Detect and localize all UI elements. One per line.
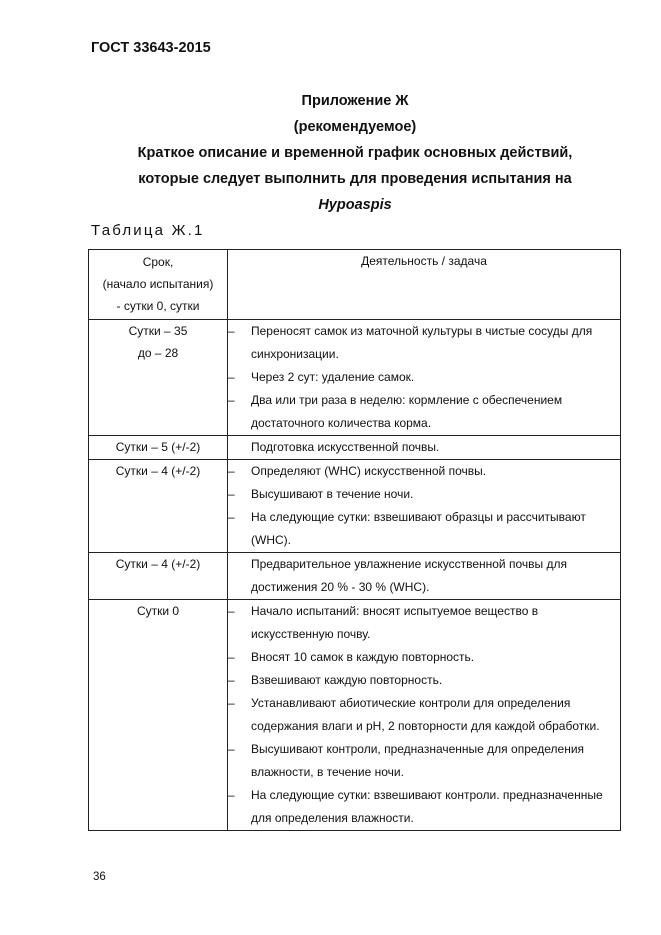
activity-cell <box>228 320 621 436</box>
annex-title: Приложение Ж <box>301 93 409 109</box>
annex-heading-species: Hypoaspis <box>318 197 392 213</box>
dash-bullet: – <box>228 673 235 687</box>
dash-bullet: – <box>228 696 235 710</box>
activity-text: Переносят самок из маточной культуры в чистые сосуды для синхронизации. <box>251 324 593 361</box>
dash-bullet: – <box>228 487 235 501</box>
header-term-line: Срок, <box>142 255 174 269</box>
term-line: Сутки 0 <box>136 604 180 618</box>
schedule-table <box>88 249 621 831</box>
activity-item <box>228 784 620 830</box>
document-code: ГОСТ 33643-2015 <box>91 40 211 56</box>
term-line: до – 28 <box>137 346 179 360</box>
activity-text: Два или три раза в неделю: кормление с обеспечением достаточного количества корма. <box>251 393 563 430</box>
activity-cell <box>228 600 621 831</box>
table-row <box>89 553 621 600</box>
dash-bullet: – <box>228 393 235 407</box>
table-caption: Таблица Ж.1 <box>91 222 205 239</box>
term-line: Сутки – 5 (+/-2) <box>115 440 201 454</box>
activity-text: Предварительное увлажнение искусственной почвы для достижения 20 % - 30 % (WHC). <box>251 557 567 594</box>
term-cell <box>89 600 228 831</box>
activity-text: На следующие сутки: взвешивают образцы и рассчитывают (WHC). <box>251 510 586 547</box>
activity-item <box>228 738 620 784</box>
activity-item <box>228 600 620 646</box>
activity-text: Взвешивают каждую повторность. <box>251 673 443 687</box>
table-row <box>89 600 621 831</box>
page-number: 36 <box>93 871 106 883</box>
activity-cell <box>228 553 621 600</box>
dash-bullet: – <box>228 742 235 756</box>
annex-heading-line: которые следует выполнить для проведения испытания на <box>138 171 572 187</box>
term-cell <box>89 460 228 553</box>
activity-text: Подготовка искусственной почвы. <box>251 440 440 454</box>
term-line: Сутки – 4 (+/-2) <box>115 557 201 571</box>
activity-text: На следующие сутки: взвешивают контроли. предназначенные для определения влажности. <box>251 788 603 825</box>
activity-cell <box>228 460 621 553</box>
term-cell <box>89 436 228 460</box>
dash-bullet: – <box>228 464 235 478</box>
annex-heading-line: Краткое описание и временной график основных действий, <box>137 145 573 161</box>
table-header-row <box>89 250 621 320</box>
activity-text: Высушивают контроли, предназначенные для определения влажности, в течение ночи. <box>251 742 585 779</box>
activity-text: Высушивают в течение ночи. <box>251 487 414 501</box>
dash-bullet: – <box>228 324 235 338</box>
activity-item <box>228 389 620 435</box>
annex-heading-block <box>90 88 620 218</box>
activity-text: Через 2 сут: удаление самок. <box>251 370 415 384</box>
activity-text: Определяют (WHC) искусственной почвы. <box>251 464 487 478</box>
activity-item <box>228 669 620 692</box>
dash-bullet: – <box>228 788 235 802</box>
term-line: Сутки – 4 (+/-2) <box>115 464 201 478</box>
term-cell <box>89 553 228 600</box>
header-activity-cell: Деятельность / задача <box>228 250 621 320</box>
activity-item <box>228 460 620 483</box>
table-row <box>89 320 621 436</box>
table-row <box>89 460 621 553</box>
table-row <box>89 436 621 460</box>
term-cell <box>89 320 228 436</box>
header-term-cell <box>89 250 228 320</box>
annex-status: (рекомендуемое) <box>293 119 417 135</box>
activity-item <box>228 320 620 366</box>
activity-item <box>228 692 620 738</box>
activity-text: Устанавливают абиотические контроли для определения содержания влаги и pH, 2 повторности для каждой обработки. <box>251 696 600 733</box>
dash-bullet: – <box>228 370 235 384</box>
activity-item <box>228 646 620 669</box>
dash-bullet: – <box>228 510 235 524</box>
activity-item <box>228 483 620 506</box>
activity-text: Начало испытаний: вносят испытуемое вещество в искусственную почву. <box>251 604 539 641</box>
header-term-line: (начало испытания) <box>102 277 214 291</box>
activity-cell <box>228 436 621 460</box>
dash-bullet: – <box>228 604 235 618</box>
activity-text: Вносят 10 самок в каждую повторность. <box>251 650 475 664</box>
activity-item <box>228 366 620 389</box>
dash-bullet: – <box>228 650 235 664</box>
header-term-line: - сутки 0, сутки <box>116 299 200 313</box>
activity-item <box>228 506 620 552</box>
term-line: Сутки – 35 <box>128 324 188 338</box>
